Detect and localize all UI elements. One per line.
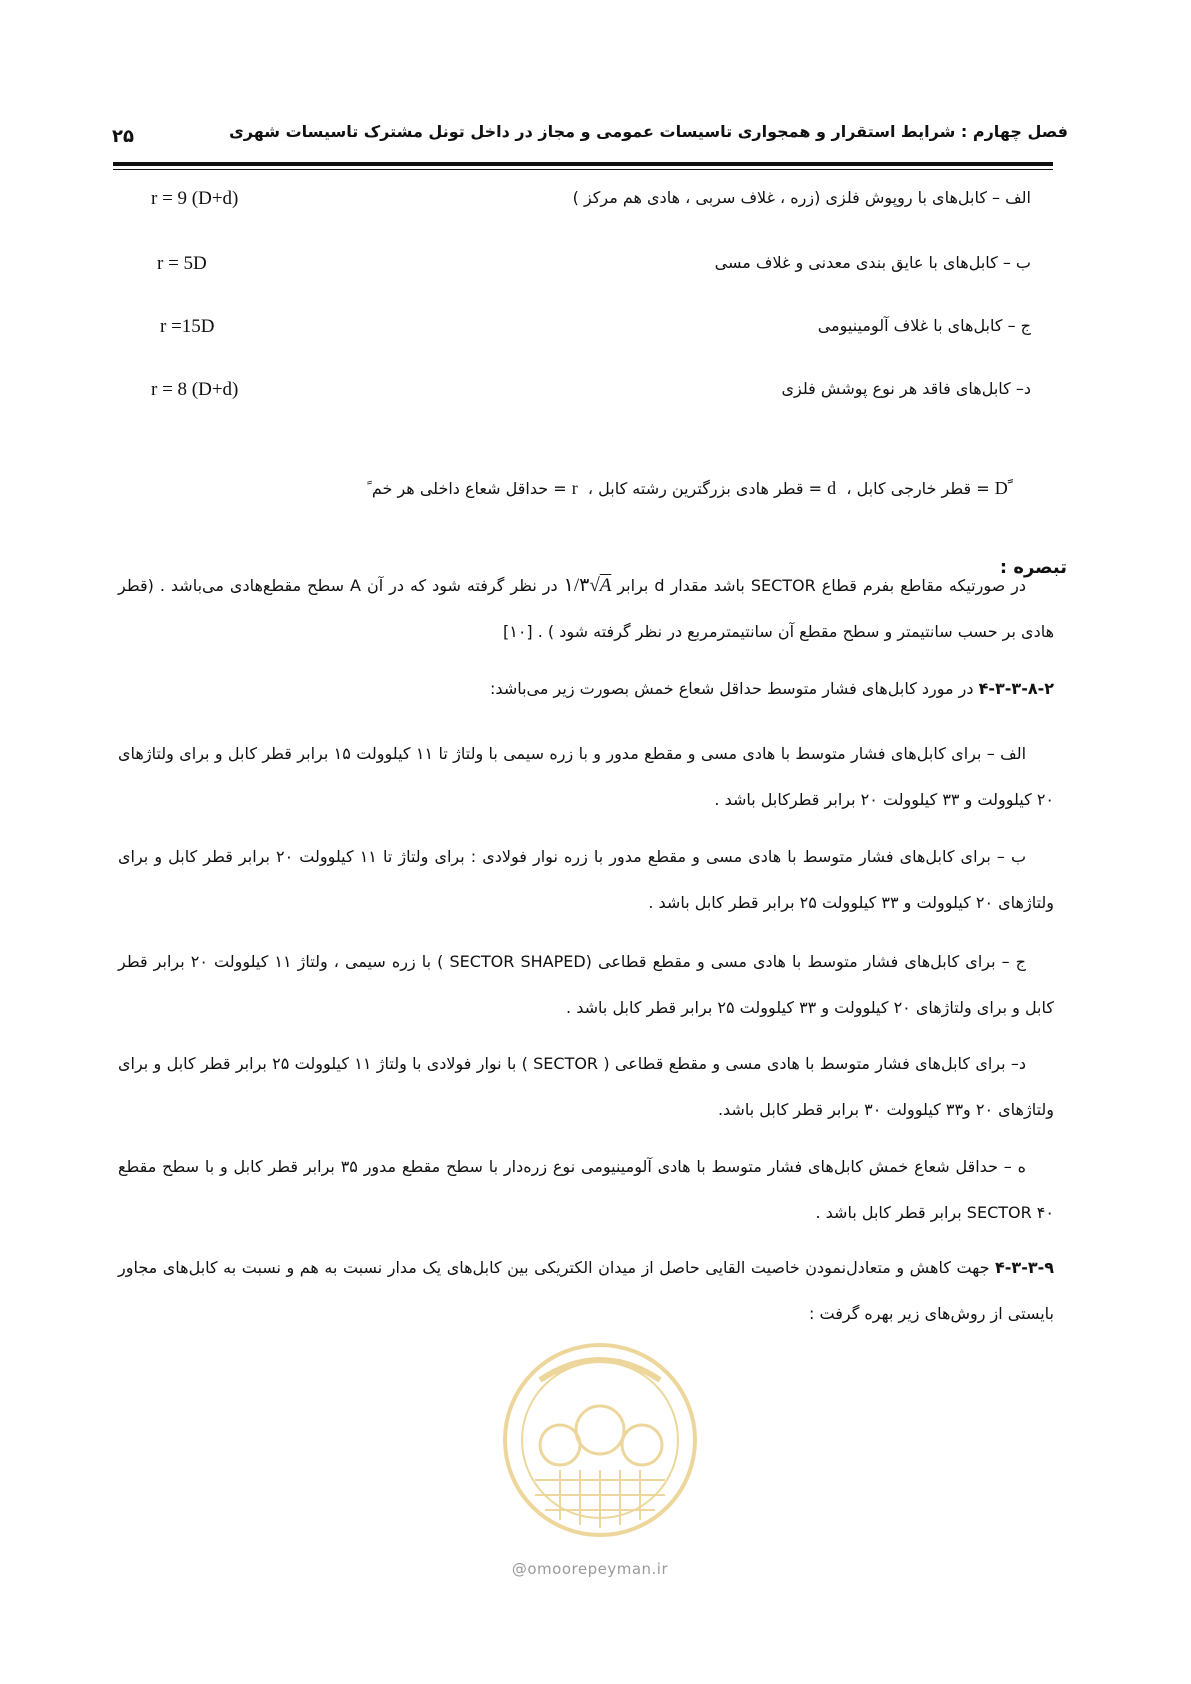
sqrt-coefficient: ۱/۳ xyxy=(563,575,590,596)
formula-row-be xyxy=(0,253,1191,283)
section-text: جهت کاهش و متعادل‌نمودن خاصیت القایی حاصل از میدان الکتریکی بین کابل‌های یک مدار نسبت به هم و نسبت به کابل‌های مجاور بایستی از روش‌های زیر بهره گرفت : xyxy=(118,1258,1054,1323)
note-line2: می‌باشد . (قطر هادی بر حسب سانتیمتر و سطح مقطع آن سانتیمترمربع در نظر گرفته شود ) . [۱۰] xyxy=(118,576,1054,641)
note-line1-b: در نظر گرفته شود که در آن A سطح مقطع‌هادی xyxy=(229,576,558,595)
sqrt-radicand: A xyxy=(599,575,612,596)
section-number: ۴-۳-۳-۸-۲ xyxy=(978,679,1054,698)
chapter-header: فصل چهارم : شرایط استقرار و همجواری تاسیسات عمومی و مجاز در داخل تونل مشترک تاسیسات شهری xyxy=(229,122,1068,141)
section-9-heading xyxy=(118,1245,1054,1337)
list-item xyxy=(118,731,1054,823)
legend-r-symbol: r xyxy=(571,478,578,498)
header-rule-thick xyxy=(113,162,1053,166)
formula-value: r = 5D xyxy=(157,253,207,274)
symbol-legend xyxy=(367,478,1013,499)
list-item-text: ج – برای کابل‌های فشار متوسط با هادی مسی و مقطع قطاعی (SECTOR SHAPED ) با زره سیمی ، ولتاژ ۱۱ کیلوولت ۲۰ برابر قطر کابل و برای ولتاژهای ۲۰ کیلوولت و ۳۳ کیلوولت ۲۵ برابر قطر کابل باشد . xyxy=(118,952,1054,1017)
list-item xyxy=(118,834,1054,926)
header-rule-thin xyxy=(113,169,1053,170)
legend-D-symbol: D ً xyxy=(994,478,1013,498)
list-item-text: د– برای کابل‌های فشار متوسط با هادی مسی و مقطع قطاعی ( SECTOR ) با نوار فولادی با ولتاژ ۱۱ کیلوولت ۲۵ برابر قطر کابل و برای ولتاژهای ۲۰ و۳۳ کیلوولت ۳۰ برابر قطر کابل باشد. xyxy=(118,1054,1054,1119)
list-item xyxy=(118,1041,1054,1133)
list-item-text: ب – برای کابل‌های فشار متوسط با هادی مسی و مقطع مدور با زره نوار فولادی : برای ولتاژ تا ۱۱ کیلوولت ۲۰ برابر قطر کابل و برای ولتاژهای ۲۰ کیلوولت و ۳۳ کیلوولت ۲۵ برابر قطر کابل باشد . xyxy=(118,847,1054,912)
section-text: در مورد کابل‌های فشار متوسط حداقل شعاع خمش بصورت زیر می‌باشد: xyxy=(490,679,974,698)
formula-description: الف – کابل‌های با روپوش فلزی (زره ، غلاف سربی ، هادی هم مرکز ) xyxy=(572,188,1031,207)
list-item-text: ه – حداقل شعاع خمش کابل‌های فشار متوسط با هادی آلومینیومی نوع زره‌دار با سطح مقطع مدور ۳۵ برابر قطر کابل و با سطح مقطع SECTOR ۴۰ برابر قطر کابل باشد . xyxy=(118,1157,1054,1222)
page-number: ۲۵ xyxy=(112,126,134,147)
list-item-text: الف – برای کابل‌های فشار متوسط با هادی مسی و مقطع مدور و با زره سیمی با ولتاژ تا ۱۱ کیلوولت ۱۵ برابر قطر کابل و برای ولتاژهای ۲۰ کیلوولت و ۳۳ کیلوولت ۲۰ برابر قطرکابل باشد . xyxy=(118,744,1054,809)
note-line1-a: در صورتیکه مقاطع بفرم قطاع SECTOR باشد مقدار d برابر xyxy=(617,576,1027,595)
formula-description: ج – کابل‌های با غلاف آلومینیومی xyxy=(817,316,1031,335)
formula-value: r = 9 (D+d) xyxy=(151,188,239,209)
legend-r-desc: = حداقل شعاع داخلی هر خم ً xyxy=(367,479,567,498)
list-item xyxy=(118,1144,1054,1236)
formula-row-jim xyxy=(0,316,1191,346)
legend-d-symbol: d xyxy=(827,478,837,498)
note-paragraph xyxy=(118,563,1054,655)
formula-description: د– کابل‌های فاقد هر نوع پوشش فلزی xyxy=(781,379,1031,398)
list-item xyxy=(118,939,1054,1031)
note-title: تبصره : xyxy=(999,557,1067,578)
section-number: ۴-۳-۳-۹ xyxy=(995,1258,1054,1277)
formula-description: ب – کابل‌های با عایق بندی معدنی و غلاف مسی xyxy=(714,253,1031,272)
formula-row-alef xyxy=(0,188,1191,218)
watermark-logo-icon xyxy=(500,1320,700,1560)
watermark-url: @omoorepeyman.ir xyxy=(511,1560,669,1578)
formula-value: r = 8 (D+d) xyxy=(151,379,239,400)
legend-d-desc: = قطر هادی بزرگترین رشته کابل ، xyxy=(587,479,823,498)
section-8-heading xyxy=(118,666,1054,712)
sqrt-expression: ۱/۳√A xyxy=(563,575,612,596)
formula-row-dal xyxy=(0,379,1191,409)
legend-D-desc: = قطر خارجی کابل ، xyxy=(846,479,990,498)
formula-value: r =15D xyxy=(160,316,215,337)
